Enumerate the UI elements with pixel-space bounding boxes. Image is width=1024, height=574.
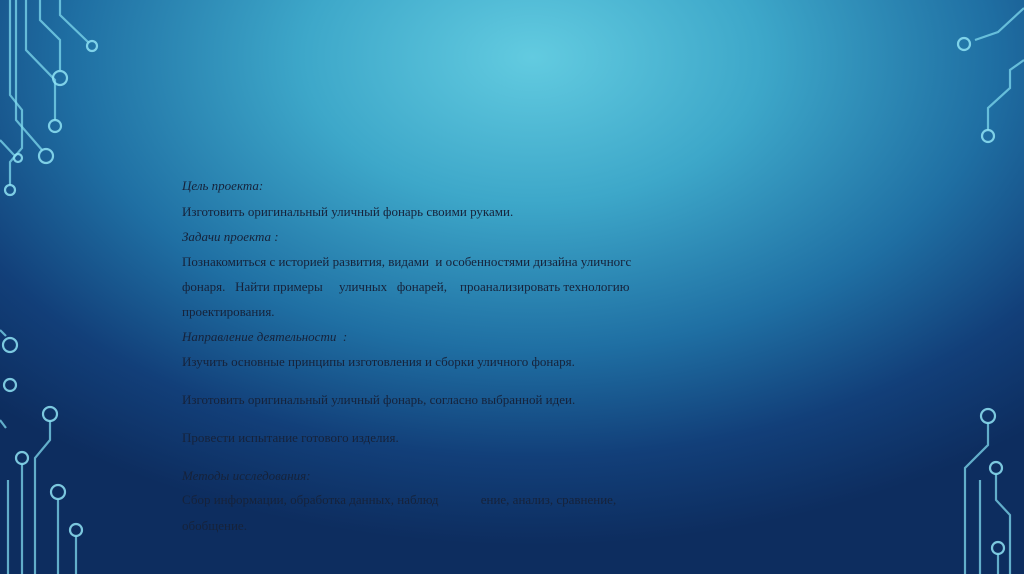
circuit-bottom-right: [965, 409, 1010, 574]
circuit-left-middle: [0, 330, 17, 428]
tasks-text-line-2: фонаря. Найти примеры уличных фонарей, проанализировать технологию: [182, 279, 630, 294]
direction-item-2: Изготовить оригинальный уличный фонарь, согласно выбранной идеи.: [182, 392, 576, 407]
methods-text-line-2: обобщение.: [182, 518, 247, 533]
goal-text: Изготовить оригинальный уличный фонарь своими руками.: [182, 204, 514, 219]
tasks-text-line-3: проектирования.: [182, 304, 275, 319]
direction-heading: Направление деятельности :: [182, 329, 348, 344]
methods-heading: Методы исследования:: [182, 468, 311, 483]
circuit-top-right: [958, 8, 1024, 142]
direction-item-3: Провести испытание готового изделия.: [182, 430, 399, 445]
tasks-heading: Задачи проекта :: [182, 229, 279, 244]
tasks-text-line-1: Познакомиться с историей развития, видами и особенностями дизайна уличногс: [182, 254, 632, 269]
circuit-top-left: [0, 0, 97, 195]
circuit-bottom-left: [8, 407, 82, 574]
methods-text-line-1: Сбор информации, обработка данных, наблюд ение, анализ, сравнение,: [182, 492, 617, 507]
goal-heading: Цель проекта:: [182, 178, 264, 193]
direction-item-1: Изучить основные принципы изготовления и сборки уличного фонаря.: [182, 354, 575, 369]
